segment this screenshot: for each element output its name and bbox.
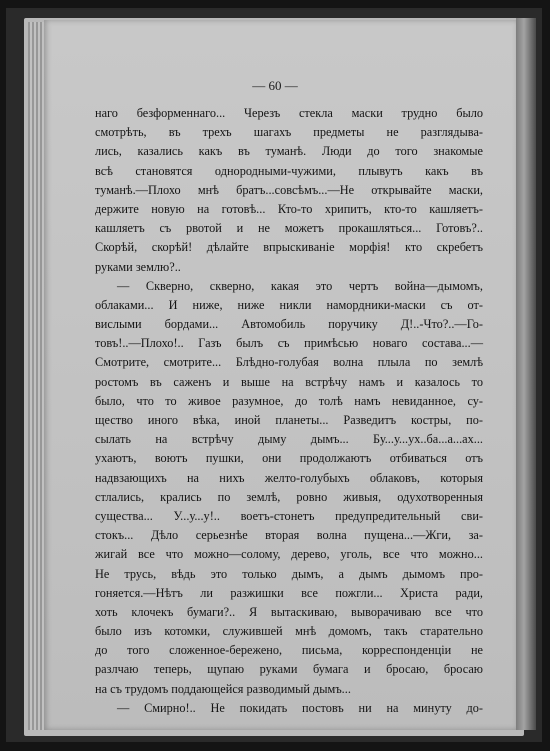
text-line: наго безформеннаго... Черезъ стекла маски трудно было	[95, 106, 483, 120]
text-line: Не трусь, вѣдь это только дымъ, а дымъ дымомъ про-	[95, 566, 483, 581]
text-line: — Скверно, скверно, какая это чертъ война—дымомъ,	[117, 278, 483, 293]
text-line: хоть клочекъ бумаги?.. Я вытаскиваю, выворачиваю все что	[95, 604, 483, 619]
text-line: было изъ котомки, служившей мнѣ домомъ, такъ старательно	[95, 624, 483, 639]
text-line: — Смирно!.. Не покидать постовъ ни на минуту до-	[117, 700, 483, 715]
text-line: Смотрите, смотрите... Блѣдно-голубая волна плыла по землѣ	[95, 355, 483, 370]
text-line: сылать на встрѣчу дыму дымъ... Бу...у...ух..ба...а...ах...	[95, 432, 483, 447]
text-line: до того сложенное-бережено, письма, корреспонденціи не	[95, 643, 483, 658]
text-line: стокъ... Дѣло серьезнѣе вторая волна пущена...—Жги, за-	[95, 528, 483, 543]
page-number: — 60 —	[252, 78, 298, 93]
text-line: товъ!..—Плохо!.. Газъ былъ съ примѣсью новаго состава...—	[95, 336, 483, 351]
text-line: существа... У...у...у!.. воетъ-стонетъ предупредительный сви-	[95, 508, 483, 523]
text-line: стлались, крались по землѣ, ровно живыя, одухотворенныя	[95, 489, 483, 504]
text-line: гоняется.—Нѣтъ ли разжишки все пожгли... Христа ради,	[95, 585, 483, 600]
text-line: Скорѣй, скорѣй! дѣлайте впрыскиваніе морфія! кто скребетъ	[95, 240, 483, 255]
text-line: лись, казались какъ въ туманѣ. Люди до того знакомые	[95, 144, 483, 159]
text-line: держите новую на готовѣ... Кто-то хрипитъ, кто-то кашляетъ-	[95, 201, 483, 216]
book-spine-shadow	[516, 18, 536, 730]
text-line: смотрѣть, въ трехъ шагахъ предметы не разглядыва-	[95, 125, 483, 140]
text-line: ростомъ въ саженъ и выше на встрѣчу намъ и казалось то	[95, 374, 483, 389]
text-line: разлчаю теперь, щупаю руками бумага и бросаю, бросаю	[95, 662, 483, 677]
text-line: кашляетъ съ рвотой и не можетъ прокашляться... Готовъ?..	[95, 221, 483, 236]
text-line: было, что то живое разумное, до толѣ намъ невиданное, су-	[95, 393, 483, 408]
text-line: туманѣ.—Плохо мнѣ братъ...совсѣмъ...—Не открывайте маски,	[95, 182, 483, 197]
text-line: руками землю?..	[95, 259, 181, 274]
text-line: жигай все что можно—солому, дерево, уголь, все что можно...	[95, 547, 483, 562]
text-line: ухаютъ, воютъ пушки, они продолжаютъ отбиваться отъ	[95, 451, 483, 466]
text-line: надвзающихъ на нихъ желто-голубыхъ облаковъ, которыя	[95, 470, 483, 485]
text-line: всѣ становятся однородными-чужими, плывутъ какъ въ	[95, 163, 483, 178]
text-line: щество иного вѣка, иной планеты... Разведитъ костры, по-	[95, 413, 483, 427]
text-line: облаками... И ниже, ниже никли намордники-маски съ от-	[95, 297, 483, 312]
text-line: на съ трудомъ поддающейся разводимый дымъ...	[95, 681, 351, 696]
body-text	[95, 104, 483, 718]
text-line: вислыми бордами... Автомобиль поручику Д!..-Что?..—Го-	[95, 317, 483, 332]
